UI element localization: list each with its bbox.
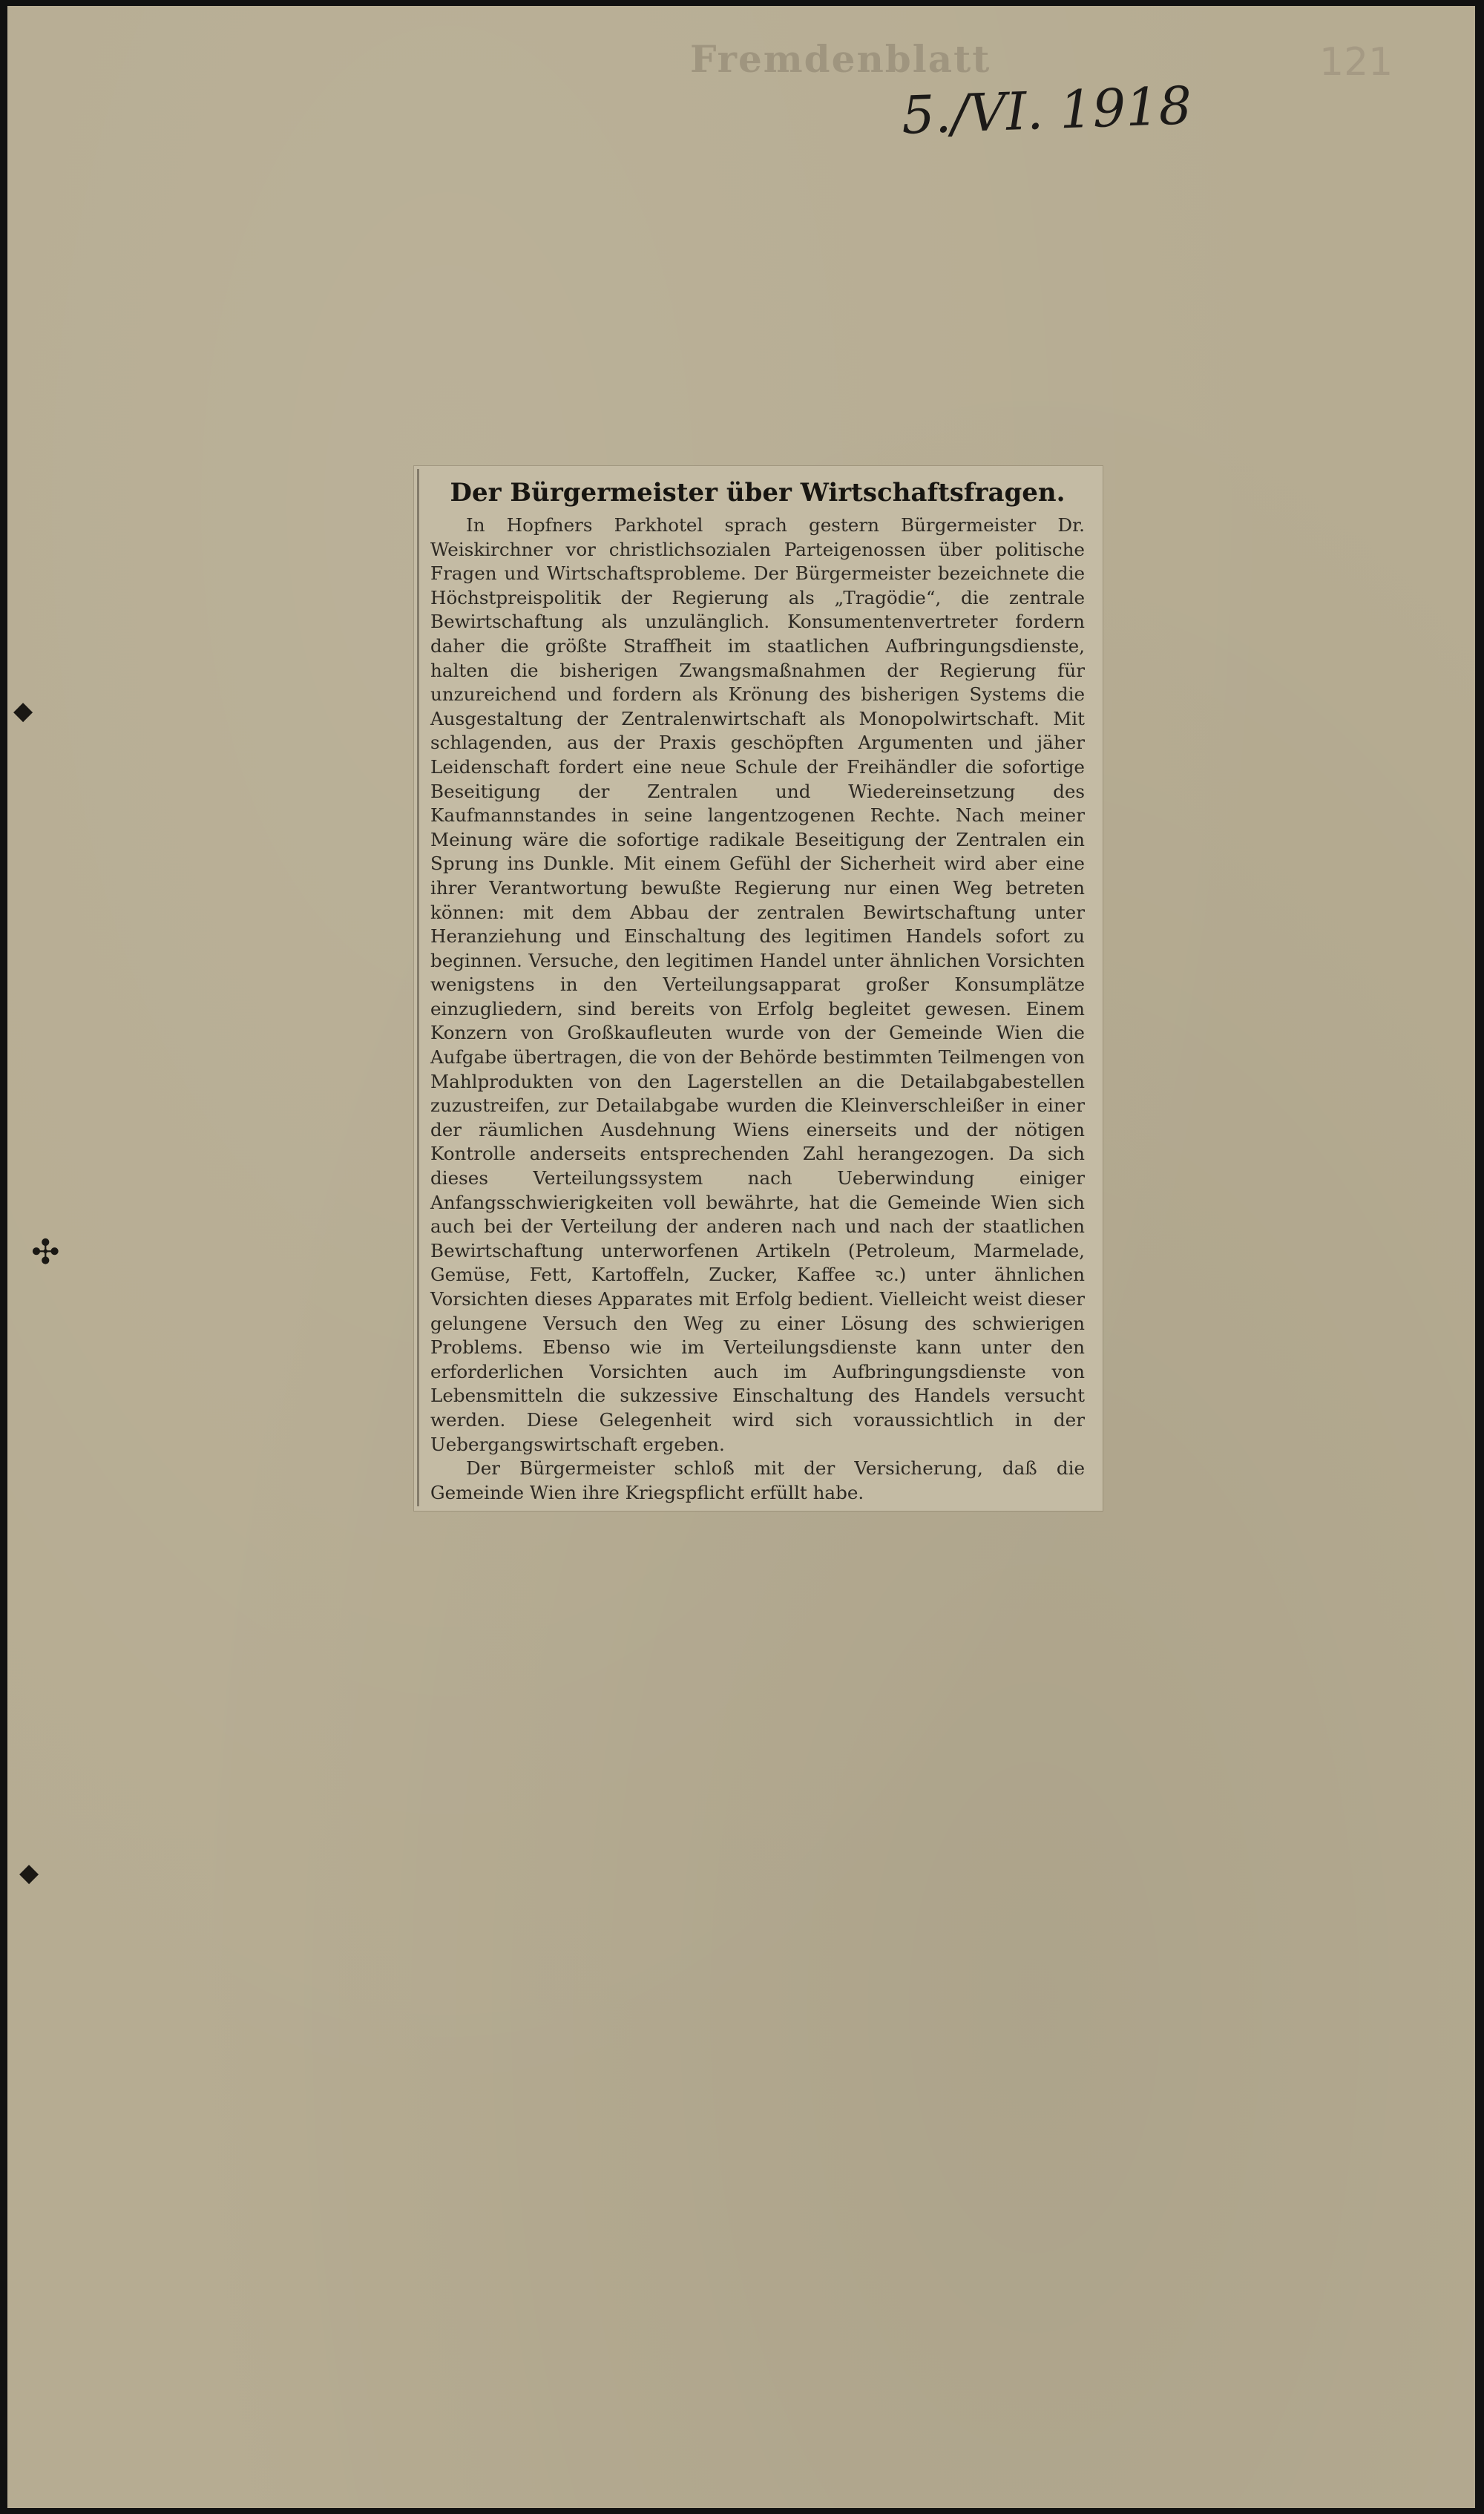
punch-hole-mark-icon: ◆	[13, 696, 33, 726]
punch-hole-mark-icon: ◆	[19, 1858, 39, 1888]
article-paragraph: Der Bürgermeister schloß mit der Versicherung, daß die Gemeinde Wien ihre Kriegspflicht erfüllt habe.	[430, 1457, 1085, 1503]
handwritten-date: 5./VI. 1918	[900, 75, 1193, 146]
newspaper-stamp: Fremdenblatt	[690, 37, 991, 81]
newspaper-clipping	[414, 466, 1103, 1511]
folio-number: 121	[1319, 40, 1393, 85]
binding-mark-icon: ✣	[31, 1232, 60, 1272]
clipping-edge	[417, 469, 419, 1506]
article-body	[430, 513, 1085, 1505]
article-headline: Der Bürgermeister über Wirtschaftsfragen.	[450, 478, 1066, 508]
archive-sheet	[7, 6, 1475, 2508]
article-paragraph: In Hopfners Parkhotel sprach gestern Bürgermeister Dr. Weiskirchner vor christlichsozialen Parteigenossen über politische Fragen und Wirtschaftsprobleme. Der Bürgermeister bezeichnete die Höchstpreispolitik der Regierung als „Tragödie“, die zentrale Bewirtschaftung als unzulänglich. Konsumentenvertreter fordern daher die größte Straffheit im staatlichen Aufbringungsdienste, halten die bisherigen Zwangsmaßnahmen der Regierung für unzureichend und fordern als Krönung des bisherigen Systems die Ausgestaltung der Zentralenwirtschaft als Monopolwirtschaft. Mit schlagenden, aus der Praxis geschöpften Argumenten und jäher Leidenschaft fordert eine neue Schule der Freihändler die sofortige Beseitigung der Zentralen und Wiedereinsetzung des Kaufmannstandes in seine langentzogenen Rechte. Nach meiner Meinung wäre die sofortige radikale Beseitigung der Zentralen ein Sprung ins Dunkle. Mit einem Gefühl der Sicherheit wird aber eine ihrer Verantwortung bewußte Regierung nur einen Weg betreten können: mit dem Abbau der zentralen Bewirtschaftung unter Heranziehung und Einschaltung des legitimen Handels sofort zu beginnen. Versuche, den legitimen Handel unter ähnlichen Vorsichten wenigstens in den Verteilungsapparat großer Konsumplätze einzugliedern, sind bereits von Erfolg begleitet gewesen. Einem Konzern von Großkaufleuten wurde von der Gemeinde Wien die Aufgabe übertragen, die von der Behörde bestimmten Teilmengen von Mahlprodukten von den Lagerstellen an die Detailabgabestellen zuzustreifen, zur Detailabgabe wurden die Kleinverschleißer in einer der räumlichen Ausdehnung Wiens einerseits und der nötigen Kontrolle anderseits entsprechenden Zahl herangezogen. Da sich dieses Verteilungssystem nach Ueberwindung einiger Anfangsschwierigkeiten voll bewährte, hat die Gemeinde Wien sich auch bei der Verteilung der anderen nach und nach der staatlichen Bewirtschaftung unterworfenen Artikeln (Petroleum, Marmelade, Gemüse, Fett, Kartoffeln, Zucker, Kaffee ꝛc.) unter ähnlichen Vorsichten dieses Apparates mit Erfolg bedient. Vielleicht weist dieser gelungene Versuch den Weg zu einer Lösung des schwierigen Problems. Ebenso wie im Verteilungsdienste kann unter den erforderlichen Vorsichten auch im Aufbringungsdienste von Lebensmitteln die sukzessive Einschaltung des Handels versucht werden. Diese Gelegenheit wird sich voraussichtlich in der Uebergangswirtschaft ergeben.	[430, 514, 1085, 1455]
